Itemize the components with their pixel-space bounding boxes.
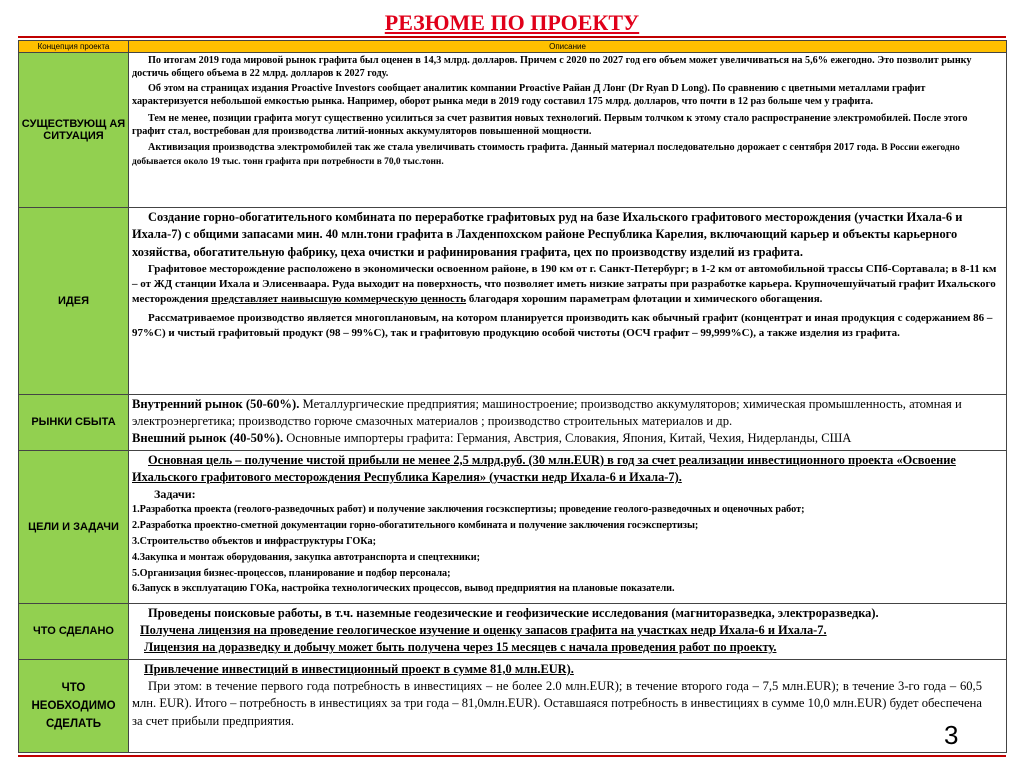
summary-table — [18, 40, 1007, 753]
table-header-row — [19, 41, 1007, 53]
goals-description — [129, 450, 1007, 603]
current-situation-description — [129, 53, 1007, 208]
list-item: 6.Запуск в эксплуатацию ГОКа, настройка технологических процессов, вывод предприятия на плановые показатели. — [132, 583, 675, 595]
idea-description — [129, 208, 1007, 395]
todo-description — [129, 659, 1007, 752]
paragraph: Об этом на страницах издания Proactive Investors сообщает аналитик компании Proactive Райан Д Лонг (Dr Ryan D Long). По сравнению с цветными металлами графит характеризуется небольшой емкостью рынка. Например, оборот рынка меди в 2019 году составил 175 млрд. долларов, что почти в 12 раз больше чем у графита. — [132, 83, 926, 107]
row-label-idea: ИДЕЯ — [19, 208, 129, 395]
table-row — [19, 450, 1007, 603]
table-row — [19, 395, 1007, 451]
list-item: 3.Строительство объектов и инфраструктуры ГОКа; — [132, 536, 377, 548]
paragraph: При этом: в течение первого года потребность в инвестициях – не более 2.0 млн.EUR); в течение второго года – 7,5 млн.EUR); в течение 3-го года – 60,5 млн. EUR). Итого – потребность в инвестициях за три года – 81,0млн.EUR). Оставшаяся потребность в инвестициях в сумме 10,0 млн.EUR) будет обеспечена за счет прибыли предприятия. — [132, 679, 982, 728]
list-item: 4.Закупка и монтаж оборудования, закупка автотранспорта и спецтехники; — [132, 551, 480, 563]
highlighted-text: представляет наивысшую коммерческую ценность — [211, 292, 467, 305]
text-span: благодаря хорошим параметрам флотации и химического обогащения. — [468, 292, 823, 305]
row-label-current-situation: СУЩЕСТВУЮЩ АЯ СИТУАЦИЯ — [19, 53, 129, 208]
row-label-todo: ЧТО НЕОБХОДИМО СДЕЛАТЬ — [19, 659, 129, 752]
text-span: Графитовое месторождение расположено в экономически освоенном районе, в 190 км от г. Санкт-Петербург; в 1-2 км от автомобильной трассы СПб-Сортавала; в 8-11 км – от ЖД станции Ихала и Элисенваара. Руда выходит на поверхность, что позволяет иметь низкие затраты при разработке карьера. Крупночешуйчатый графит Ихальского месторождения — [132, 263, 997, 305]
text-span: В России ежегодно добывается около 19 тыс. тонн графита при потребности в 70,0 тыс.тонн. — [132, 143, 960, 167]
table-row — [19, 208, 1007, 395]
page-title: РЕЗЮМЕ ПО ПРОЕКТУ — [384, 10, 640, 35]
inner-market-title: Внутренний рынок (50-60%). — [132, 397, 300, 411]
paragraph: Тем не менее, позиции графита могут существенно усилиться за счет развития новых технологий. Первым толчком к этому стало распространение электромобилей. После этого графит стал, востребован для производства литий-ионных аккумуляторов повышенной мощности. — [132, 113, 968, 137]
table-row — [19, 603, 1007, 659]
paragraph — [132, 141, 1002, 169]
table-row — [19, 53, 1007, 208]
text-span: Активизация производства электромобилей так же стала увеличивать стоимость графита. Данный материал последовательно дорожает с сентября 2017 года. — [148, 142, 879, 153]
main-goal: Основная цель – получение чистой прибыли не менее 2,5 млрд.руб. (30 млн.EUR) в год за счет реализации инвестиционного проекта «Освоение Ихальского графитового месторождения Республика Карелия» (участки недр Ихала-6 и Ихала-7). — [132, 452, 956, 485]
paragraph — [132, 396, 1002, 430]
tasks-list — [132, 502, 1002, 597]
list-item: 1.Разработка проекта (геолого-разведочных работ) и получение заключения госэкспертизы; проведение геолого-разведочных и оценочных работ; — [132, 504, 805, 516]
row-label-goals: ЦЕЛИ И ЗАДАЧИ — [19, 450, 129, 603]
paragraph: Проведены поисковые работы, в т.ч. наземные геодезические и геофизические исследования (магниторазведка, электроразведка). — [148, 605, 879, 620]
table-row — [19, 659, 1007, 752]
tasks-title: Задачи: — [154, 487, 196, 502]
paragraph: По итогам 2019 года мировой рынок графита был оценен в 14,3 млрд. долларов. Причем с 2020 по 2027 год его объем может увеличиваться на 5,6% ежегодно. Это позволит рынку достичь общего объема в 22 млрд. долларов к 2027 году. — [132, 55, 972, 79]
divider-top — [18, 36, 1006, 38]
list-item: 5.Организация бизнес-процессов, планирование и подбор персонала; — [132, 567, 451, 579]
row-label-markets: РЫНКИ СБЫТА — [19, 395, 129, 451]
paragraph — [132, 430, 1002, 447]
row-label-done: ЧТО СДЕЛАНО — [19, 603, 129, 659]
text-span: Основные импортеры графита: Германия, Австрия, Словакия, Япония, Китай, Чехия, Нидерланды, США — [286, 431, 852, 446]
outer-market-title: Внешний рынок (40-50%). — [132, 431, 284, 446]
paragraph: Получена лицензия на проведение геологическое изучение и оценку запасов графита на участках недр Ихала-6 и Ихала-7. — [140, 623, 827, 638]
page-number: 3 — [944, 720, 959, 750]
markets-description — [129, 395, 1007, 451]
paragraph: Рассматриваемое производство является многоплановым, на котором планируется производить как обычный графит (концентрат и иная продукция с содержанием 86 – 97%С) и чистый графитовый продукт (98 – 99%С), так и графитовую продукцию особой чистоты (ОСЧ графит – 99,999%С), а также изделия из графита. — [132, 312, 993, 340]
divider-bottom — [18, 755, 1006, 757]
done-description — [129, 603, 1007, 659]
paragraph: Создание горно-обогатительного комбината по переработке графитовых руд на базе Ихальского графитового месторождения (участки Ихала-6 и Ихала-7) с общими запасами мин. 40 млн.тони графита в Лахденпохском районе Республика Карелия, включающий карьер и объекты карьерного хозяйства, обогатительную фабрику, цеха очистки и рафинирования графита, цех по производству изделий из графита. — [132, 210, 963, 259]
header-description: Описание — [129, 41, 1007, 53]
paragraph: Лицензия на доразведку и добычу может быть получена через 15 месяцев с начала проведения работ по проекту. — [144, 640, 777, 655]
text-span: Металлургические предприятия; машиностроение; производство аккумуляторов; химическая промышленность, атомная и электроэнергетика; производство горюче смазочных материалов ; производство строительных материалов и др. — [132, 397, 962, 429]
list-item: 2.Разработка проектно-сметной документации горно-обогатительного комбината и получение заключения госэкспертизы; — [132, 520, 699, 532]
paragraph — [132, 262, 1002, 306]
header-concept: Концепция проекта — [19, 41, 129, 53]
paragraph: Привлечение инвестиций в инвестиционный проект в сумме 81,0 млн.EUR). — [144, 661, 574, 676]
